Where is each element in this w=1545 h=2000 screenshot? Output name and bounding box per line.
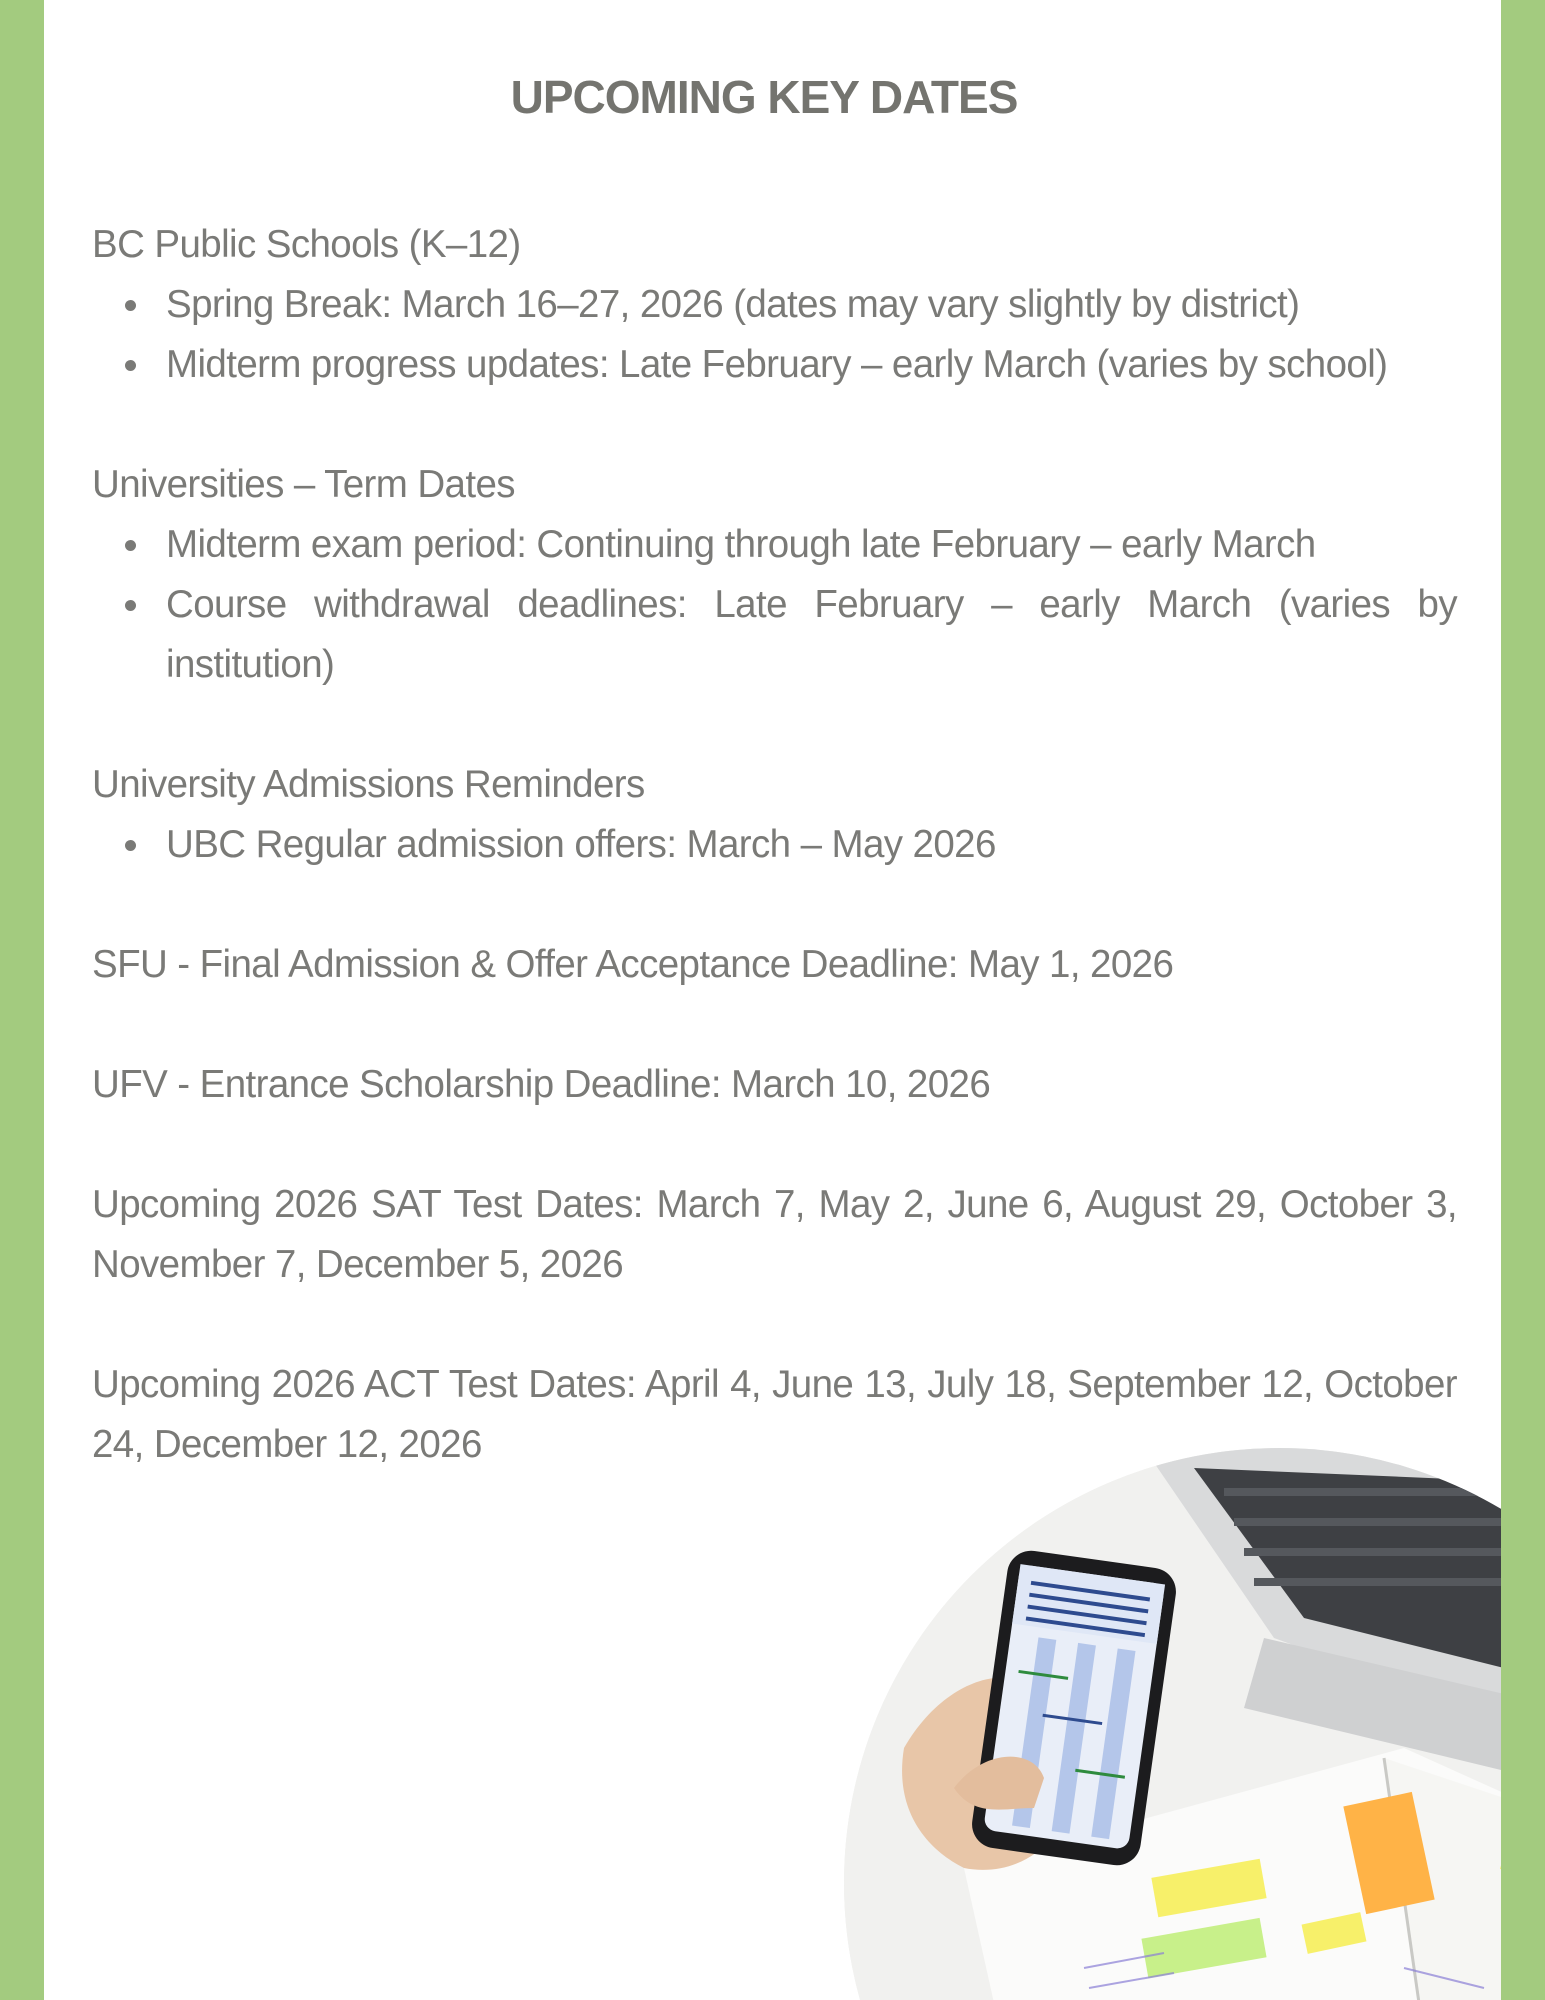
list-item: Course withdrawal deadlines: Late February – early March (varies by institution) — [92, 575, 1457, 695]
universities-heading: Universities – Term Dates — [92, 463, 515, 506]
document-page — [44, 0, 1501, 2000]
bullet-icon — [125, 840, 136, 851]
bullet-icon — [125, 540, 136, 551]
page-title: UPCOMING KEY DATES — [510, 71, 1018, 123]
ufv-deadline: UFV - Entrance Scholarship Deadline: March 10, 2026 — [92, 1063, 991, 1106]
bc-public-list — [92, 275, 1457, 395]
list-item: Midterm exam period: Continuing through late February – early March — [92, 515, 1457, 575]
admissions-heading: University Admissions Reminders — [92, 763, 645, 806]
admissions-list — [92, 815, 1457, 875]
key-dates-content — [92, 215, 1457, 1475]
list-item: Midterm progress updates: Late February – early March (varies by school) — [92, 335, 1457, 395]
bullet-icon — [125, 360, 136, 371]
planner-phone-photo — [844, 1448, 1501, 2000]
sfu-deadline: SFU - Final Admission & Offer Acceptance Deadline: May 1, 2026 — [92, 943, 1174, 986]
act-dates: Upcoming 2026 ACT Test Dates: April 4, June 13, July 18, September 12, October 24, December 12, 2026 — [92, 1363, 1457, 1466]
photo-illustration — [844, 1448, 1501, 2000]
universities-list — [92, 515, 1457, 695]
bullet-icon — [125, 600, 136, 611]
sat-dates: Upcoming 2026 SAT Test Dates: March 7, May 2, June 6, August 29, October 3, November 7, December 5, 2026 — [92, 1183, 1457, 1286]
list-item: Spring Break: March 16–27, 2026 (dates may vary slightly by district) — [92, 275, 1457, 335]
list-item: UBC Regular admission offers: March – May 2026 — [92, 815, 1457, 875]
bc-public-heading: BC Public Schools (K–12) — [92, 223, 521, 266]
bullet-icon — [125, 300, 136, 311]
